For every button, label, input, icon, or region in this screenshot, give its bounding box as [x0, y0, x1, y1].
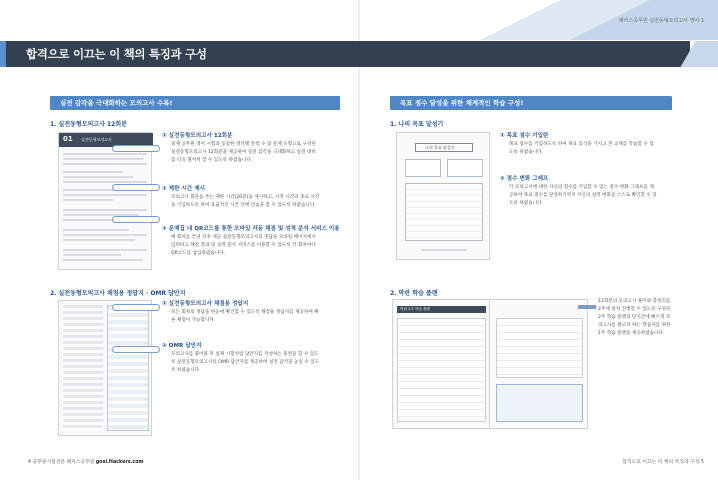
footer-prefix: 4 공무원시험전문 해커스공무원 — [28, 460, 95, 465]
page-title: 합격으로 이끄는 이 책의 특징과 구성 — [26, 47, 207, 61]
plan-table — [397, 318, 486, 422]
point-body: 모의고사를 풀어볼 후 실제 시험처럼 답안지를 작성하는 훈련을 할 수 있도록 실전동형모의고사의 OMR 답안지를 제공하여 실전 감각을 높일 수 있도록 하였습니다. — [171, 352, 320, 373]
point-body: 목표 점수를 기입하도록 하여 목표 의식을 가지고 본 교재를 학습할 수 있도록 하였습니다. — [509, 142, 654, 155]
left-section2-title: 2. 실전동형모의고사 채점용 정답지 · OMR 답안지 — [50, 290, 186, 297]
callout-pointer — [578, 305, 596, 309]
plan-left-page — [393, 300, 490, 428]
goal-tracker-thumbnail — [396, 132, 490, 260]
title-bar — [0, 41, 690, 67]
thumb-heading: 실전동형모의고사 — [81, 137, 112, 142]
answer-key-table — [63, 305, 103, 431]
left-point-4 — [162, 299, 320, 325]
left-point-3 — [162, 224, 340, 258]
answer-sheet-thumbnail — [58, 300, 152, 436]
thumb-line — [63, 209, 147, 211]
plan-table — [496, 318, 583, 378]
right-banner — [390, 96, 672, 110]
right-banner-text: 목표 점수 달성을 위한 체계적인 학습 구성! — [400, 99, 524, 107]
footer-url[interactable]: gosi.Hackers.com — [95, 460, 144, 465]
title-accent — [0, 41, 6, 67]
thumb-line — [421, 249, 467, 251]
point-title: ② 제한 시간 제시 — [162, 186, 205, 192]
mock-exam-thumbnail — [58, 132, 152, 270]
point-title: ③ 문제집 내 QR코드를 통한 모바일 자동 채점 및 성적 분석 서비스 이용 — [162, 226, 340, 232]
right-section2-title: 2. 막판 학습 플랜 — [390, 290, 438, 297]
thumb-line — [63, 181, 147, 183]
thumb-line — [63, 163, 147, 165]
point-title: ② 점수 변화 그래프 — [500, 176, 549, 182]
plan-title: 막판 2주 학습 플랜 — [400, 307, 431, 311]
point-title: ① 목표 점수 기입란 — [500, 133, 549, 139]
right-point-2 — [500, 174, 658, 208]
thumb-badge: 01 — [63, 135, 73, 143]
callout-bubble — [112, 346, 160, 353]
study-plan-thumbnail — [392, 299, 588, 429]
callout-bubble — [112, 304, 160, 311]
book-spine — [358, 0, 360, 480]
thumb-line — [63, 249, 147, 251]
thumb-line — [63, 171, 123, 173]
thumb-line — [63, 229, 129, 231]
callout-bubble — [112, 216, 160, 223]
thumb-line — [63, 194, 147, 196]
left-banner — [50, 96, 340, 110]
left-section1-title: 1. 실전동형모의고사 12회분 — [50, 121, 127, 128]
thumb-line — [63, 234, 147, 236]
point-body: 실제 공무원 영어 시험과 동일한 영역별 문항 수 및 문제 유형으로 구성된 실전동형모의고사 12회분을 제공하여 실전 감각을 극대화하고 실전 대비를 더욱 철저히 할 수 있도록 하였습니다. — [171, 142, 316, 163]
thumb-line — [63, 158, 143, 160]
title-decoration — [670, 41, 718, 67]
left-point-5 — [162, 341, 320, 375]
thumb-line — [63, 176, 133, 178]
point-body: 12회분의 모의고사 풀이와 총정리를 2주에 걸쳐 진행할 수 있도록 구성된 2주 학습 플랜과 단기간에 빠르게 모의고사를 풀고자 하는 학습자를 위한 1주 학습 플랜을 제공하였습니다. — [598, 299, 671, 336]
callout-bubble — [112, 184, 160, 191]
thumb-line — [63, 254, 121, 256]
thumb-line — [63, 153, 147, 155]
omr-sheet — [107, 305, 149, 431]
thumb-line — [63, 199, 113, 201]
plan-header — [397, 306, 486, 313]
score-graph-grid — [405, 183, 483, 241]
plan-note-box — [496, 384, 583, 422]
thumb-title: 나의 목표 달성기 — [425, 145, 455, 150]
point-body: 매 회차를 끝낸 직후 제공 실전동형모의고사의 정답을 모바일 페이지에서 입력하고 채점 결과 및 성적 분석 서비스를 이용할 수 있도록 각 회차마다 QR코드를 삽입하였습니다. — [171, 235, 316, 256]
plan-right-page — [492, 300, 587, 428]
thumb-line — [63, 259, 143, 261]
left-point-2 — [162, 184, 320, 210]
left-footer — [28, 458, 144, 465]
point-body: 모든 회차의 정답을 한눈에 확인할 수 있도록 채점용 정답지를 제공하여 빠른 채점이 가능합니다. — [171, 310, 319, 323]
thumb-line — [63, 239, 135, 241]
point-title: ① 실전동형모의고사 12회분 — [162, 133, 233, 139]
point-body: 각 모의고사에 대한 자신의 점수를 기입할 수 있는 점수 변화 그래프를 제공하여 목표 점수를 달성하기까지 자신의 실력 변화를 스스로 확인할 수 있도록 하였습니다. — [509, 185, 657, 206]
right-footer: 합격으로 이끄는 이 책의 특징과 구성 5 — [622, 460, 704, 465]
point-title: ① 실전동형모의고사 채점용 정답지 — [162, 301, 249, 307]
point-title: ② OMR 답안지 — [162, 343, 202, 349]
right-point-1 — [500, 131, 658, 157]
goal-box — [447, 159, 483, 177]
left-point-1 — [162, 131, 320, 165]
callout-bubble — [112, 145, 160, 152]
right-point-3 — [598, 298, 674, 338]
thumb-title-box — [415, 143, 473, 152]
left-banner-text: 실전 감각을 극대화하는 모의고사 수록! — [60, 99, 173, 107]
running-header: 해커스공무원 실전동형모의고사 영어 1 — [618, 18, 704, 24]
right-section1-title: 1. 나의 목표 달성기 — [390, 121, 444, 128]
goal-box — [405, 159, 441, 177]
point-body: 모의고사 회분을 푸는 제한 시간(20분)을 제시하고, 시작 시각과 종료 시각을 기입하도록 하여 효율적인 시간 안배 연습을 할 수 있도록 하였습니다. — [171, 195, 320, 208]
